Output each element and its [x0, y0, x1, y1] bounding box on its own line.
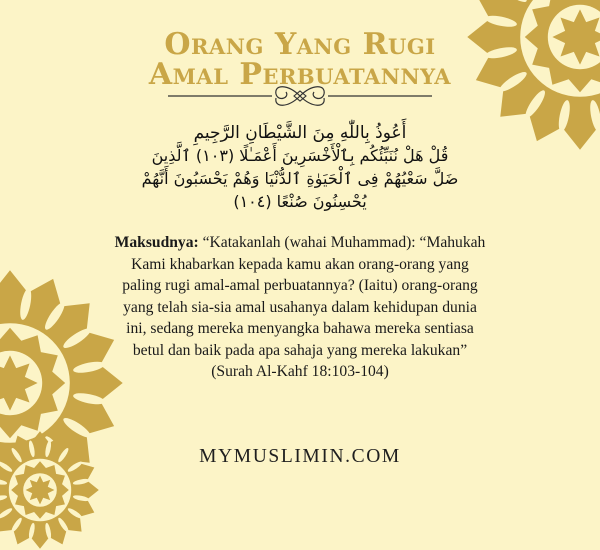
quran-verse-text: قُلْ هَلْ نُنَبِّئُكُم بِٱلْأَخْسَرِينَ أَعْمَـٰلًا (١٠٣) ٱلَّذِينَ ضَلَّ سَعْيُهُمْ فِى ٱلْحَيَوٰةِ ٱلدُّنْيَا وَهُمْ يَحْسَبُونَ أَنَّهُمْ يُحْسِنُونَ صُنْعًا (١٠٤) — [141, 146, 459, 211]
flourish-divider-icon — [168, 83, 432, 109]
verse-reference: (Surah Al-Kahf 18:103-104) — [211, 363, 389, 380]
translation-label: Maksudnya: — [114, 234, 199, 251]
page-subtitle: Amal Perbuatannya — [148, 57, 452, 92]
taawwuz-text: أَعُوذُ بِاللّٰهِ مِنَ الشَّيْطَانِ الرَّجِيمِ — [193, 123, 407, 143]
translation-text: “Katakanlah (wahai Muhammad): “Mahukah Kami khabarkan kepada kamu akan orang-orang yang paling rugi amal-amal perbuatannya? (Iaitu) orang-orang yang telah sia-sia amal usahanya dalam kehidupan dunia ini, sedang mereka menyangka bahawa mereka sentiasa betul dan baik pada apa sahaja yang mereka lakukan” — [122, 234, 486, 359]
page-title: Orang Yang Rugi — [164, 27, 436, 62]
translation-block — [112, 232, 488, 383]
website-footer: MYMUSLIMIN.COM — [199, 446, 401, 467]
